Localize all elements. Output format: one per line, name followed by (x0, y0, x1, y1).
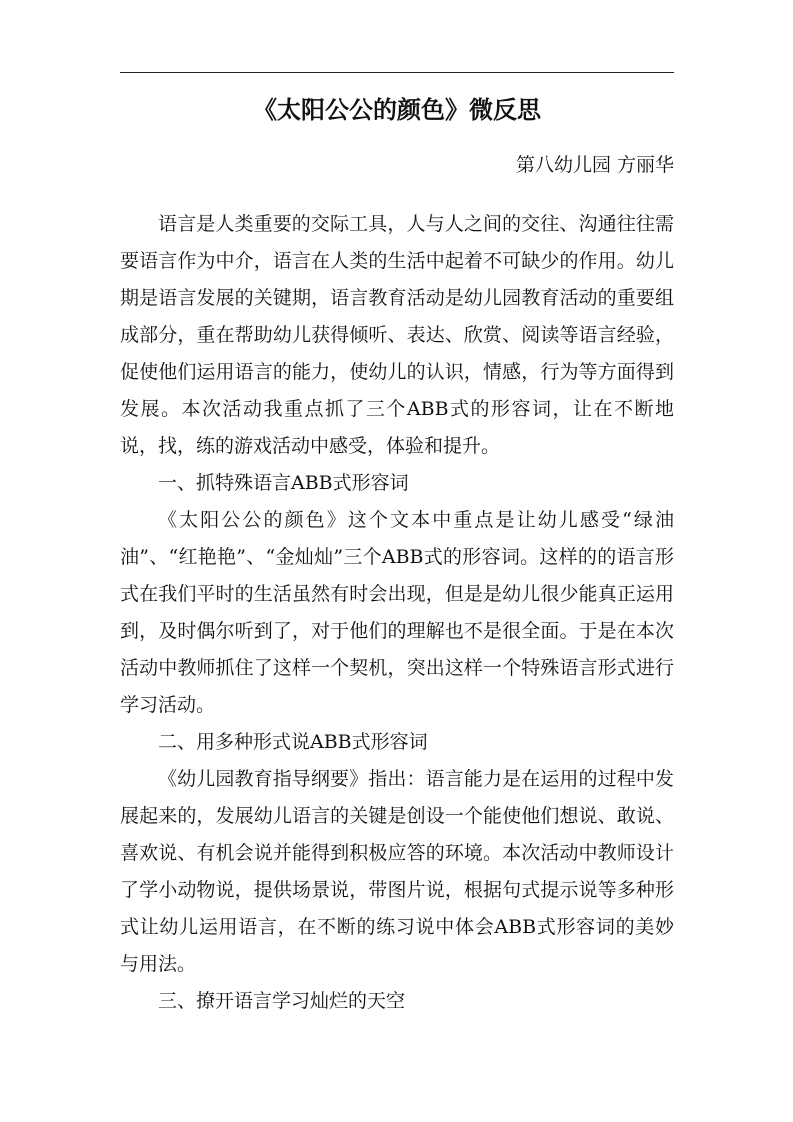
section-heading-3: 三、撩开语言学习灿烂的天空 (158, 990, 406, 1012)
document-body (120, 206, 674, 1020)
section-heading-2: 二、用多种形式说ABB式形容词 (158, 731, 428, 753)
header-rule (120, 72, 674, 73)
author-line: 第八幼儿园 方丽华 (515, 154, 674, 176)
document-title: 《太阳公公的颜色》微反思 (253, 95, 541, 124)
paragraph-intro: 语言是人类重要的交际工具，人与人之间的交往、沟通往往需要语言作为中介，语言在人类的生活中起着不可缺少的作用。幼儿期是语言发展的关键期，语言教育活动是幼儿园教育活动的重要组成部分，重在帮助幼儿获得倾听、表达、欣赏、阅读等语言经验，促使他们运用语言的能力，使幼儿的认识，情感，行为等方面得到发展。本次活动我重点抓了三个ABB式的形容词，让在不断地说，找，练的游戏活动中感受，体验和提升。 (120, 213, 674, 457)
paragraph-section-1: 《太阳公公的颜色》这个文本中重点是让幼儿感受“绿油油”、“红艳艳”、“金灿灿”三个ABB式的形容词。这样的的语言形式在我们平时的生活虽然有时会出现，但是是幼儿很少能真正运用到，及时偶尔听到了，对于他们的理解也不是很全面。于是在本次活动中教师抓住了这样一个契机，突出这样一个特殊语言形式进行学习活动。 (120, 509, 674, 716)
paragraph-section-2: 《幼儿园教育指导纲要》指出：语言能力是在运用的过程中发展起来的，发展幼儿语言的关键是创设一个能使他们想说、敢说、喜欢说、有机会说并能得到积极应答的环境。本次活动中教师设计了学小动物说，提供场景说，带图片说，根据句式提示说等多种形式让幼儿运用语言，在不断的练习说中体会ABB式形容词的美妙与用法。 (120, 768, 674, 975)
section-heading-1: 一、抓特殊语言ABB式形容词 (158, 472, 409, 494)
